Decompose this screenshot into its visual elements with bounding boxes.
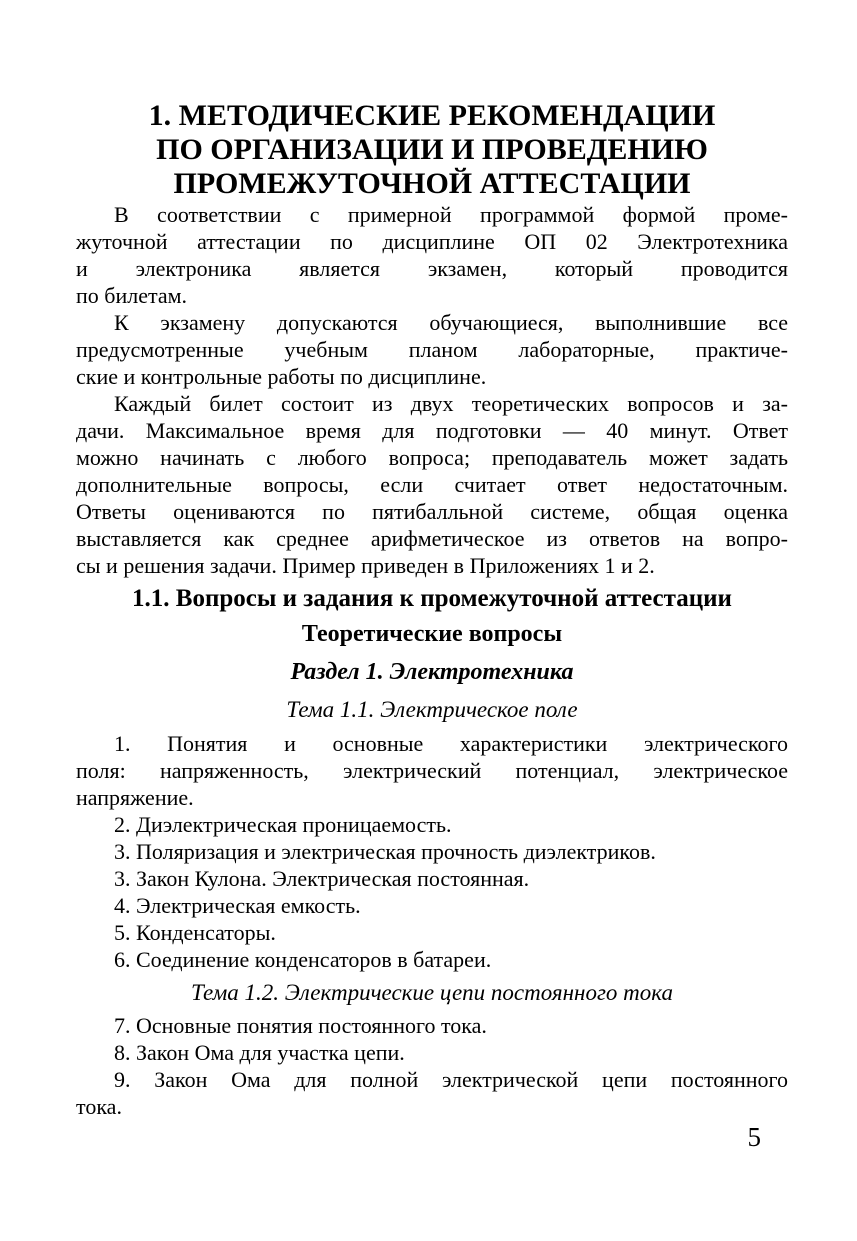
title-line: 1. МЕТОДИЧЕСКИЕ РЕКОМЕНДАЦИИ — [148, 99, 716, 132]
text-line: поля: напряженность, электрический потенциал, электрическое — [76, 758, 788, 783]
paragraph — [76, 838, 788, 865]
text-line: 3. Закон Кулона. Электрическая постоянная. — [114, 866, 530, 891]
text-line: жуточной аттестации по дисциплине ОП 02 Электротехника — [76, 229, 788, 254]
paragraph — [76, 865, 788, 892]
paragraph — [76, 1039, 788, 1066]
text-line: Каждый билет состоит из двух теоретических вопросов и за- — [114, 391, 788, 416]
text-line: дополнительные вопросы, если считает ответ недостаточным. — [76, 472, 788, 497]
page-content — [76, 0, 788, 1120]
text-line: 1. Понятия и основные характеристики электрического — [114, 731, 788, 756]
paragraph — [76, 1012, 788, 1039]
section-1-1-heading: 1.1. Вопросы и задания к промежуточной аттестации — [132, 585, 732, 612]
question-list-tema-1-1 — [76, 730, 788, 973]
theory-questions-heading: Теоретические вопросы — [301, 621, 563, 647]
text-line: ские и контрольные работы по дисциплине. — [76, 364, 487, 389]
text-line: 6. Соединение конденсаторов в батареи. — [114, 947, 492, 972]
text-line: напряжение. — [76, 785, 194, 810]
text-line: Ответы оцениваются по пятибалльной системе, общая оценка — [76, 499, 788, 524]
chapter-title — [76, 0, 788, 201]
text-line: 4. Электрическая емкость. — [114, 893, 361, 918]
tema-1-1-heading: Тема 1.1. Электрическое поле — [286, 697, 578, 722]
paragraph — [76, 892, 788, 919]
paragraph — [76, 201, 788, 309]
text-line: сы и решения задачи. Пример приведен в Приложениях 1 и 2. — [76, 553, 655, 578]
text-line: дачи. Максимальное время для подготовки — 40 минут. Ответ — [76, 418, 788, 443]
paragraph — [76, 919, 788, 946]
text-line: и электроника является экзамен, который проводится — [76, 256, 788, 281]
text-line: 2. Диэлектрическая проницаемость. — [114, 812, 452, 837]
text-line: по билетам. — [76, 283, 188, 308]
paragraph — [76, 390, 788, 579]
title-line: ПРОМЕЖУТОЧНОЙ АТТЕСТАЦИИ — [173, 167, 691, 200]
paragraph — [76, 730, 788, 811]
razdel-1-heading: Раздел 1. Электротехника — [290, 659, 574, 685]
text-line: предусмотренные учебным планом лабораторные, практиче- — [76, 337, 788, 362]
paragraph — [76, 946, 788, 973]
text-line: 7. Основные понятия постоянного тока. — [114, 1013, 487, 1038]
paragraph — [76, 309, 788, 390]
paragraph — [76, 811, 788, 838]
question-list-tema-1-2 — [76, 1012, 788, 1120]
intro-paragraphs — [76, 201, 788, 579]
text-line: В соответствии с примерной программой формой проме- — [114, 202, 788, 227]
tema-1-2-heading: Тема 1.2. Электрические цепи постоянного тока — [191, 980, 673, 1005]
text-line: 3. Поляризация и электрическая прочность диэлектриков. — [114, 839, 656, 864]
paragraph — [76, 1066, 788, 1120]
text-line: 5. Конденсаторы. — [114, 920, 276, 945]
text-line: К экзамену допускаются обучающиеся, выполнившие все — [114, 310, 788, 335]
text-line: тока. — [76, 1094, 122, 1119]
text-line: выставляется как среднее арифметическое из ответов на вопро- — [76, 526, 788, 551]
text-line: 9. Закон Ома для полной электрической цепи постоянного — [114, 1067, 788, 1092]
title-line: ПО ОРГАНИЗАЦИИ И ПРОВЕДЕНИЮ — [156, 133, 708, 166]
text-line: 8. Закон Ома для участка цепи. — [114, 1040, 405, 1065]
text-line: можно начинать с любого вопроса; преподаватель может задать — [76, 445, 788, 470]
page-number: 5 — [747, 1122, 761, 1152]
